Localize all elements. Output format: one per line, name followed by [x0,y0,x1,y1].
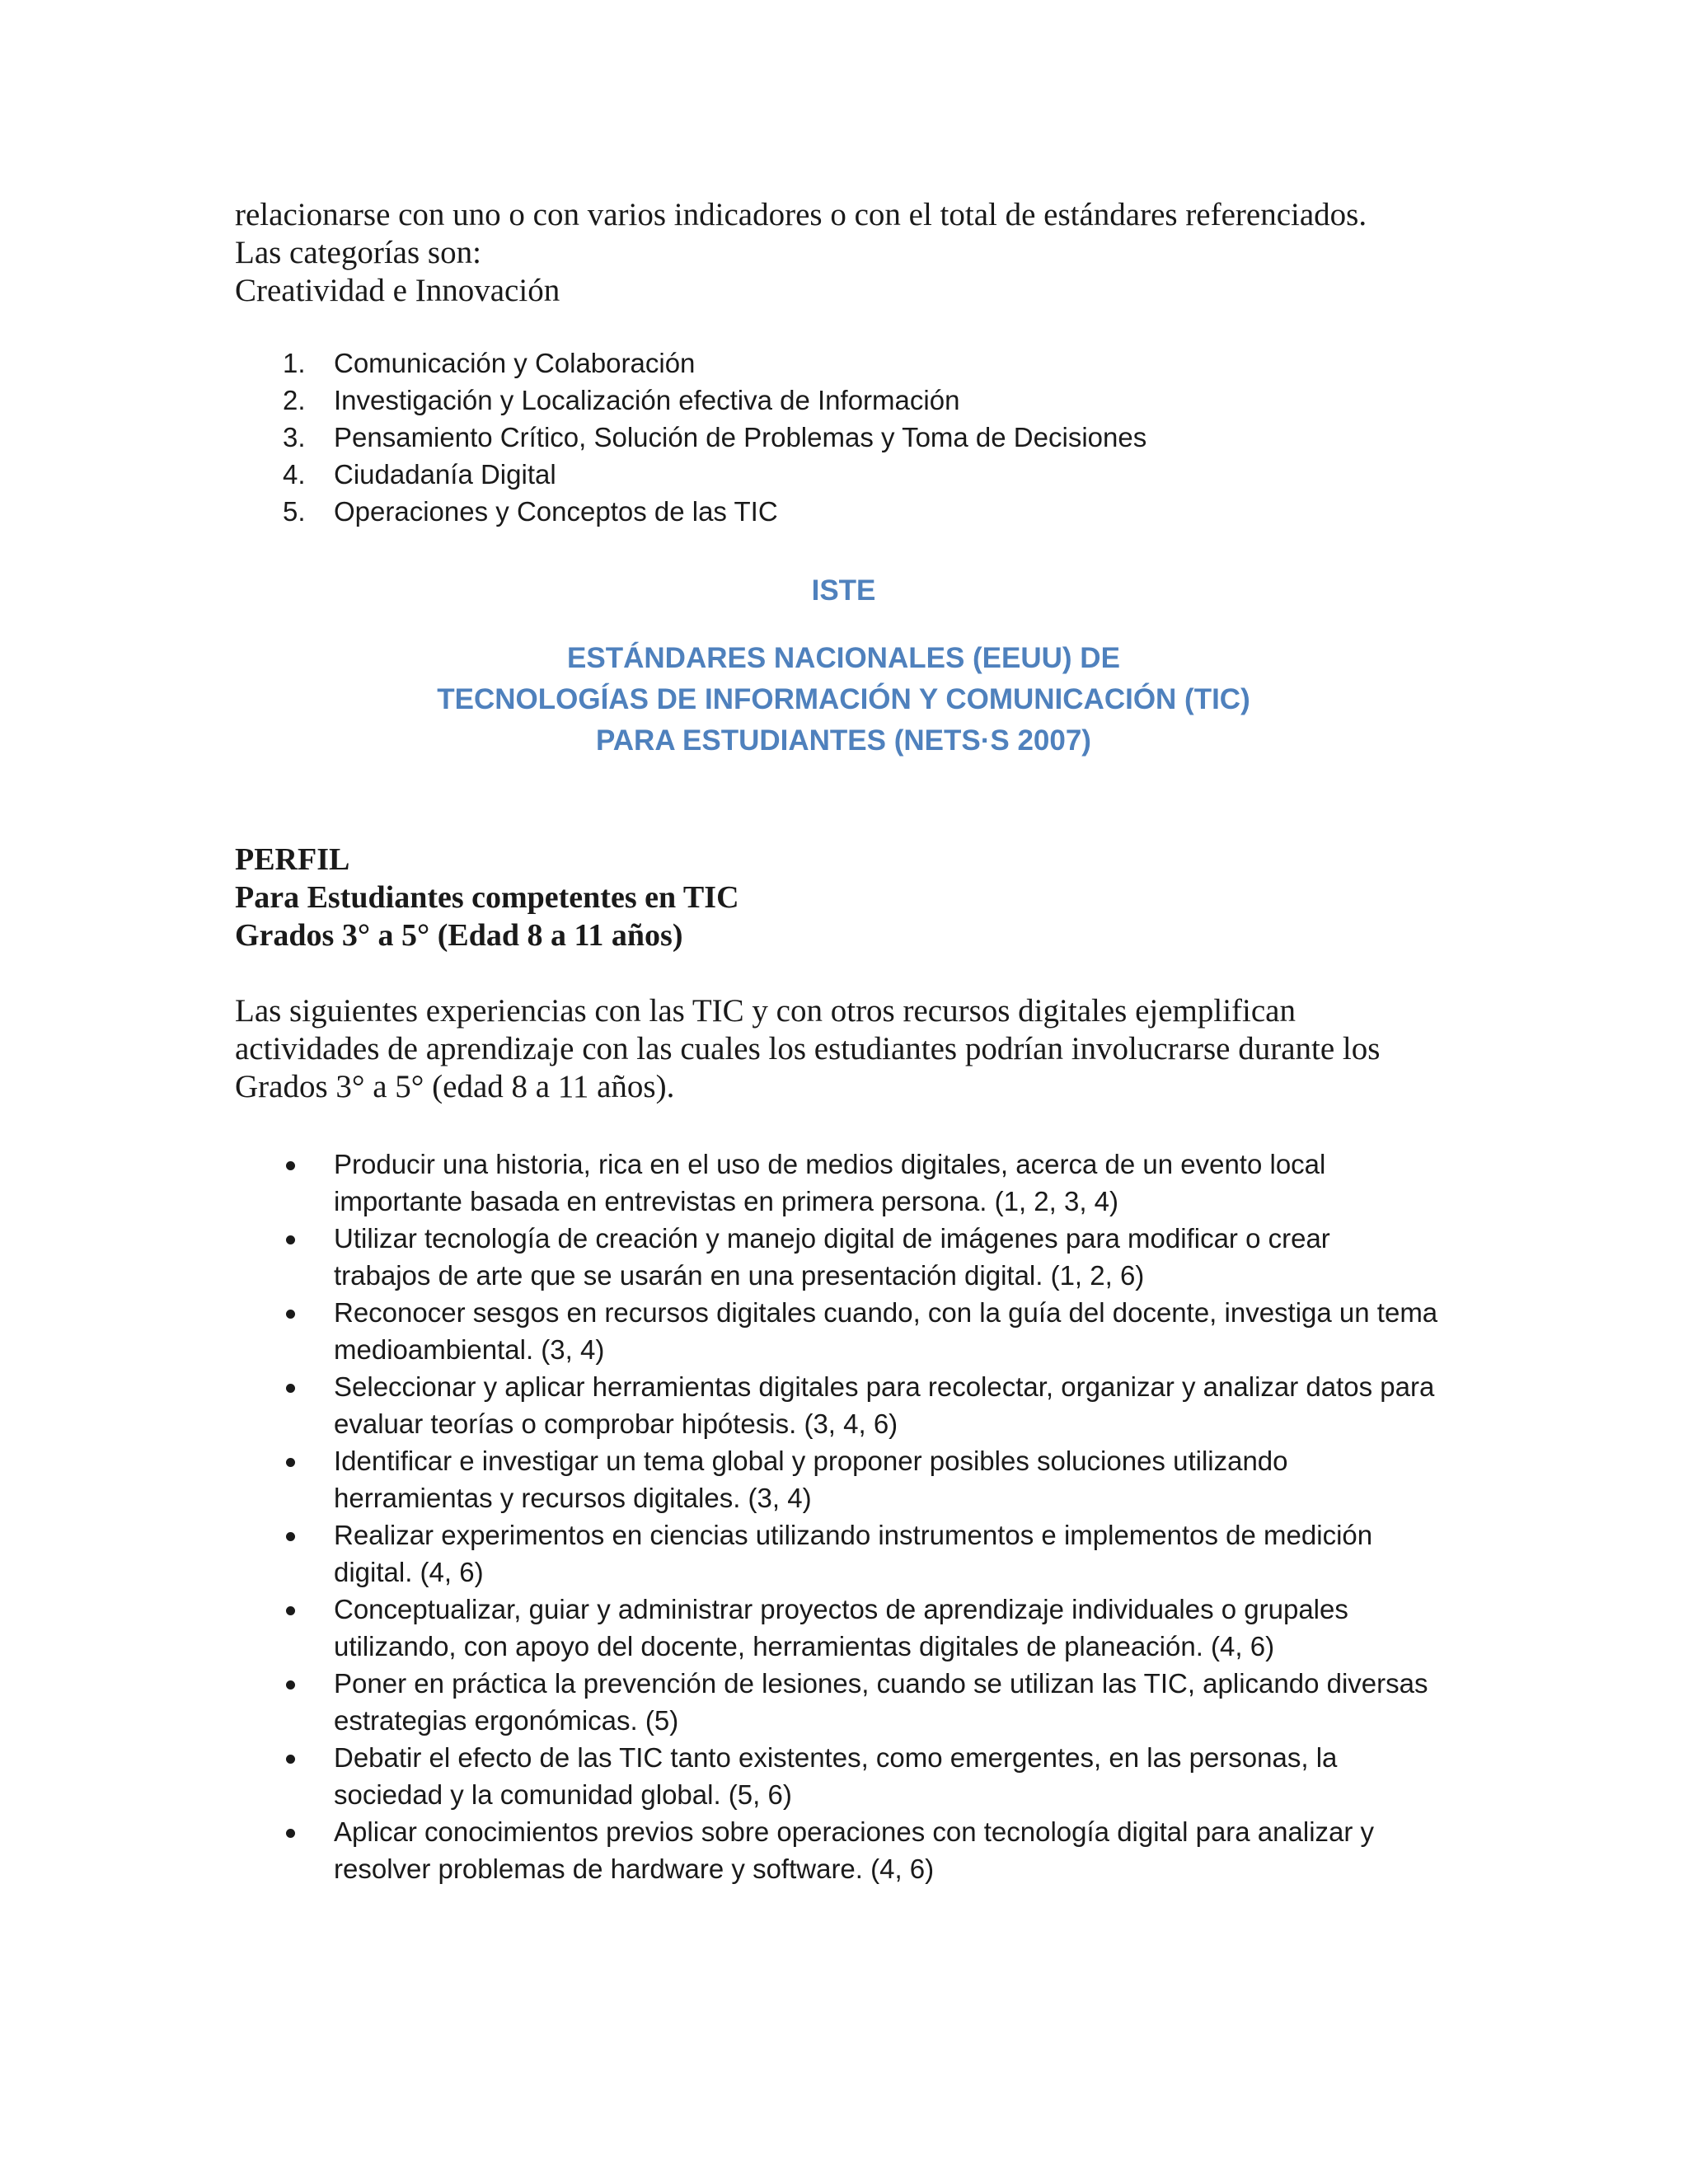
bullet-icon [286,1235,295,1244]
experience-text: Producir una historia, rica en el uso de medios digitales, acerca de un evento local [334,1149,1326,1179]
profile-subtitle: Para Estudiantes competentes en TIC [235,880,739,915]
bullet-icon [286,1384,295,1393]
bullet-icon [286,1680,295,1690]
experience-text: Seleccionar y aplicar herramientas digitales para recolectar, organizar y analizar datos para [334,1371,1435,1402]
bullet-icon [286,1606,295,1615]
bullet-icon [286,1310,295,1319]
experience-item [235,1591,1471,1665]
category-label: Ciudadanía Digital [334,459,556,490]
experience-item [235,1294,1471,1368]
heading-line: PARA ESTUDIANTES (NETS·S 2007) [596,724,1091,757]
experience-item [235,1442,1471,1516]
experience-text: utilizando, con apoyo del docente, herramientas digitales de planeación. (4, 6) [334,1631,1275,1661]
category-number: 2. [283,385,306,415]
experience-item [235,1739,1471,1813]
experience-text: Debatir el efecto de las TIC tanto existentes, como emergentes, en las personas, la [334,1742,1338,1773]
experience-text: Poner en práctica la prevención de lesiones, cuando se utilizan las TIC, aplicando diversas [334,1668,1428,1699]
bullet-icon [286,1532,295,1541]
heading-org: ISTE [811,574,876,607]
bullet-icon [286,1755,295,1764]
experience-text: medioambiental. (3, 4) [334,1334,605,1365]
category-label: Pensamiento Crítico, Solución de Problemas y Toma de Decisiones [334,422,1147,452]
profile-grades: Grados 3° a 5° (Edad 8 a 11 años) [235,918,683,953]
experience-text: Conceptualizar, guiar y administrar proyectos de aprendizaje individuales o grupales [334,1594,1348,1624]
category-label: Operaciones y Conceptos de las TIC [334,496,778,527]
category-number: 3. [283,422,306,452]
experience-item [235,1813,1471,1887]
intro-line: Las categorías son: [235,235,481,270]
experience-item [235,1665,1471,1739]
experience-text: Utilizar tecnología de creación y manejo digital de imágenes para modificar o crear [334,1223,1330,1254]
experience-text: Aplicar conocimientos previos sobre operaciones con tecnología digital para analizar y [334,1816,1375,1847]
experience-text: resolver problemas de hardware y software. (4, 6) [334,1854,935,1884]
experience-text: Identificar e investigar un tema global y proponer posibles soluciones utilizando [334,1446,1288,1476]
category-number: 4. [283,459,306,490]
category-label: Investigación y Localización efectiva de Información [334,385,960,415]
experience-text: Realizar experimentos en ciencias utilizando instrumentos e implementos de medición [334,1520,1373,1550]
experiences-list [235,1146,1471,1887]
experience-item [235,1516,1471,1591]
bullet-icon [286,1161,295,1170]
experience-item [235,1368,1471,1442]
experience-text: herramientas y recursos digitales. (3, 4) [334,1483,812,1513]
experience-text: importante basada en entrevistas en primera persona. (1, 2, 3, 4) [334,1186,1119,1216]
experience-item [235,1146,1471,1220]
bullet-icon [286,1829,295,1838]
experience-text: sociedad y la comunidad global. (5, 6) [334,1779,792,1810]
profile-title: PERFIL [235,842,350,877]
experience-text: estrategias ergonómicas. (5) [334,1705,679,1736]
bullet-icon [286,1458,295,1467]
heading-line: ESTÁNDARES NACIONALES (EEUU) DE [567,642,1120,674]
experience-text: digital. (4, 6) [334,1557,484,1587]
experience-text: trabajos de arte que se usarán en una presentación digital. (1, 2, 6) [334,1260,1145,1291]
intro-line: relacionarse con uno o con varios indicadores o con el total de estándares referenciados. [235,197,1367,232]
heading-line: TECNOLOGÍAS DE INFORMACIÓN Y COMUNICACIÓN (TIC) [437,683,1250,715]
paragraph-line: actividades de aprendizaje con las cuales los estudiantes podrían involucrarse durante los [235,1031,1381,1066]
category-number: 1. [283,348,306,378]
paragraph-line: Las siguientes experiencias con las TIC y con otros recursos digitales ejemplifican [235,993,1296,1029]
experience-text: evaluar teorías o comprobar hipótesis. (3, 4, 6) [334,1408,898,1439]
experience-text: Reconocer sesgos en recursos digitales cuando, con la guía del docente, investiga un tema [334,1297,1438,1328]
paragraph-line: Grados 3° a 5° (edad 8 a 11 años). [235,1069,675,1104]
category-number: 5. [283,496,306,527]
intro-line: Creatividad e Innovación [235,273,560,308]
experience-item [235,1220,1471,1294]
category-label: Comunicación y Colaboración [334,348,696,378]
